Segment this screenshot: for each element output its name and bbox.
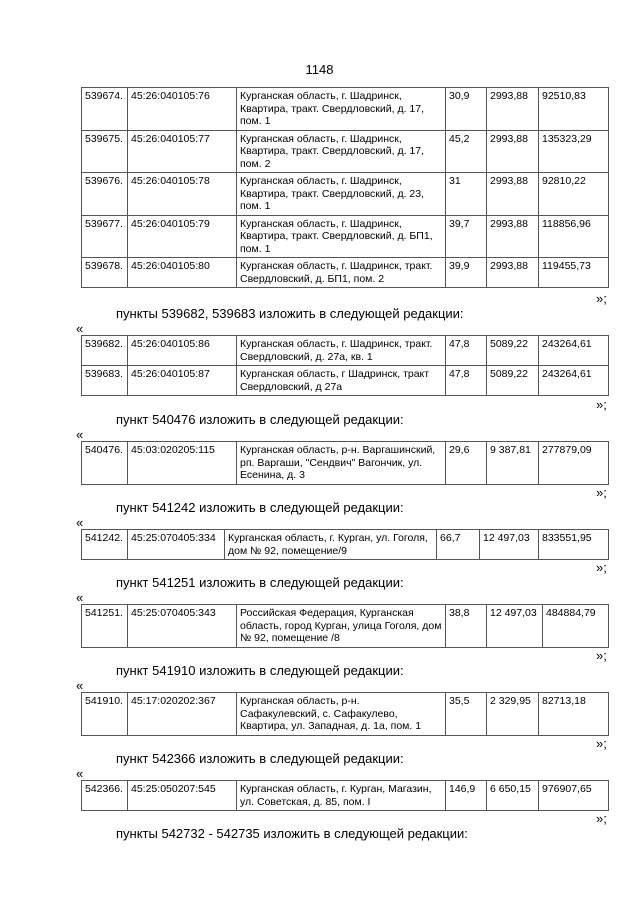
address-cell: Курганская область, р-н. Варгашинский, рп. Варгаши, "Сендвич" Вагончик, ул. Есенина, д. 3 xyxy=(237,442,446,485)
table-row xyxy=(82,781,609,811)
page-number: 1148 xyxy=(305,62,334,77)
row-number-cell: 541251. xyxy=(82,605,128,648)
area-cell: 39,9 xyxy=(446,258,487,288)
property-table-4 xyxy=(81,529,609,560)
specific-value-cell: 2993,88 xyxy=(487,130,539,173)
table-row xyxy=(82,173,609,216)
property-table-7 xyxy=(81,780,609,811)
table-row xyxy=(82,693,609,736)
specific-value-cell: 12 497,03 xyxy=(487,605,543,648)
property-table-3 xyxy=(81,441,609,485)
opening-quote: « xyxy=(76,766,84,781)
cadastral-number-cell: 45:26:040105:78 xyxy=(128,173,237,216)
table-row xyxy=(82,530,609,560)
area-cell: 35,5 xyxy=(446,693,487,736)
address-cell: Курганская область, г Шадринск, тракт Свердловский, д 27а xyxy=(237,366,446,396)
specific-value-cell: 6 650,15 xyxy=(487,781,539,811)
area-cell: 47,8 xyxy=(446,366,487,396)
area-cell: 47,8 xyxy=(446,336,487,366)
cadastral-number-cell: 45:03:020205:115 xyxy=(128,442,237,485)
row-number-cell: 539676. xyxy=(82,173,128,216)
specific-value-cell: 2993,88 xyxy=(487,215,539,258)
area-cell: 66,7 xyxy=(437,530,480,560)
table-row xyxy=(82,215,609,258)
area-cell: 39,7 xyxy=(446,215,487,258)
row-number-cell: 539683. xyxy=(82,366,128,396)
cadastral-value-cell: 243264,61 xyxy=(539,336,609,366)
row-number-cell: 542366. xyxy=(82,781,128,811)
cadastral-value-cell: 135323,29 xyxy=(539,130,609,173)
closing-quote: »; xyxy=(596,291,607,306)
amendment-paragraph: пункты 542732 - 542735 изложить в следующей редакции: xyxy=(116,826,468,841)
property-table-6 xyxy=(81,692,609,736)
address-cell: Курганская область, г. Шадринск, Квартира, тракт. Свердловский, д. 23, пом. 1 xyxy=(237,173,446,216)
area-cell: 30,9 xyxy=(446,88,487,131)
address-cell: Курганская область, г. Шадринск, тракт. Свердловский, д. БП1, пом. 2 xyxy=(237,258,446,288)
opening-quote: « xyxy=(76,590,84,605)
table-row xyxy=(82,130,609,173)
cadastral-number-cell: 45:25:070405:334 xyxy=(128,530,225,560)
cadastral-number-cell: 45:26:040105:86 xyxy=(128,336,237,366)
opening-quote: « xyxy=(76,678,84,693)
closing-quote: »; xyxy=(596,485,607,500)
opening-quote: « xyxy=(76,515,84,530)
address-cell: Курганская область, г. Курган, Магазин, ул. Советская, д. 85, пом. I xyxy=(237,781,446,811)
cadastral-value-cell: 976907,65 xyxy=(539,781,609,811)
closing-quote: »; xyxy=(596,736,607,751)
address-cell: Курганская область, г. Шадринск, Квартира, тракт. Свердловский, д. БП1, пом. 1 xyxy=(237,215,446,258)
cadastral-value-cell: 118856,96 xyxy=(539,215,609,258)
row-number-cell: 539675. xyxy=(82,130,128,173)
specific-value-cell: 2993,88 xyxy=(487,88,539,131)
cadastral-number-cell: 45:26:040105:76 xyxy=(128,88,237,131)
cadastral-value-cell: 277879,09 xyxy=(539,442,609,485)
cadastral-number-cell: 45:26:040105:87 xyxy=(128,366,237,396)
area-cell: 31 xyxy=(446,173,487,216)
amendment-paragraph: пункт 542366 изложить в следующей редакции: xyxy=(116,751,404,766)
cadastral-value-cell: 82713,18 xyxy=(539,693,609,736)
address-cell: Курганская область, г. Шадринск, Квартира, тракт. Свердловский, д. 17, пом. 2 xyxy=(237,130,446,173)
table-row xyxy=(82,88,609,131)
address-cell: Курганская область, г. Шадринск, тракт. Свердловский, д. 27а, кв. 1 xyxy=(237,336,446,366)
address-cell: Курганская область, г. Шадринск, Квартира, тракт. Свердловский, д. 17, пом. 1 xyxy=(237,88,446,131)
property-table-5 xyxy=(81,604,609,648)
specific-value-cell: 2993,88 xyxy=(487,258,539,288)
row-number-cell: 539677. xyxy=(82,215,128,258)
table-row xyxy=(82,366,609,396)
row-number-cell: 539678. xyxy=(82,258,128,288)
cadastral-value-cell: 119455,73 xyxy=(539,258,609,288)
cadastral-value-cell: 243264,61 xyxy=(539,366,609,396)
specific-value-cell: 9 387,81 xyxy=(487,442,539,485)
cadastral-number-cell: 45:25:050207:545 xyxy=(128,781,237,811)
row-number-cell: 539682. xyxy=(82,336,128,366)
cadastral-value-cell: 92810,22 xyxy=(539,173,609,216)
area-cell: 146,9 xyxy=(446,781,487,811)
address-cell: Курганская область, р-н. Сафакулевский, с. Сафакулево, Квартира, ул. Западная, д. 1а, пом. 1 xyxy=(237,693,446,736)
amendment-paragraph: пункт 540476 изложить в следующей редакции: xyxy=(116,412,404,427)
area-cell: 29,6 xyxy=(446,442,487,485)
address-cell: Российская Федерация, Курганская область, город Курган, улица Гоголя, дом № 92, помещение /8 xyxy=(237,605,446,648)
table-row xyxy=(82,442,609,485)
cadastral-value-cell: 92510,83 xyxy=(539,88,609,131)
row-number-cell: 540476. xyxy=(82,442,128,485)
row-number-cell: 541910. xyxy=(82,693,128,736)
specific-value-cell: 5089,22 xyxy=(487,336,539,366)
table-row xyxy=(82,605,609,648)
cadastral-value-cell: 484884,79 xyxy=(543,605,609,648)
area-cell: 45,2 xyxy=(446,130,487,173)
amendment-paragraph: пункт 541910 изложить в следующей редакции: xyxy=(116,663,404,678)
cadastral-number-cell: 45:17:020202:367 xyxy=(128,693,237,736)
specific-value-cell: 12 497,03 xyxy=(480,530,539,560)
property-table-1 xyxy=(81,87,609,288)
amendment-paragraph: пункты 539682, 539683 изложить в следующей редакции: xyxy=(116,306,464,321)
cadastral-number-cell: 45:26:040105:77 xyxy=(128,130,237,173)
amendment-paragraph: пункт 541251 изложить в следующей редакции: xyxy=(116,575,404,590)
closing-quote: »; xyxy=(596,811,607,826)
cadastral-number-cell: 45:26:040105:79 xyxy=(128,215,237,258)
specific-value-cell: 5089,22 xyxy=(487,366,539,396)
address-cell: Курганская область, г. Курган, ул. Гоголя, дом № 92, помещение/9 xyxy=(225,530,437,560)
opening-quote: « xyxy=(76,321,84,336)
table-row xyxy=(82,336,609,366)
closing-quote: »; xyxy=(596,648,607,663)
area-cell: 38,8 xyxy=(446,605,487,648)
closing-quote: »; xyxy=(596,560,607,575)
cadastral-number-cell: 45:26:040105:80 xyxy=(128,258,237,288)
specific-value-cell: 2 329,95 xyxy=(487,693,539,736)
cadastral-number-cell: 45:25:070405:343 xyxy=(128,605,237,648)
amendment-paragraph: пункт 541242 изложить в следующей редакции: xyxy=(116,500,404,515)
row-number-cell: 541242. xyxy=(82,530,128,560)
property-table-2 xyxy=(81,335,609,396)
closing-quote: »; xyxy=(596,397,607,412)
opening-quote: « xyxy=(76,427,84,442)
specific-value-cell: 2993,88 xyxy=(487,173,539,216)
cadastral-value-cell: 833551,95 xyxy=(539,530,609,560)
row-number-cell: 539674. xyxy=(82,88,128,131)
table-row xyxy=(82,258,609,288)
